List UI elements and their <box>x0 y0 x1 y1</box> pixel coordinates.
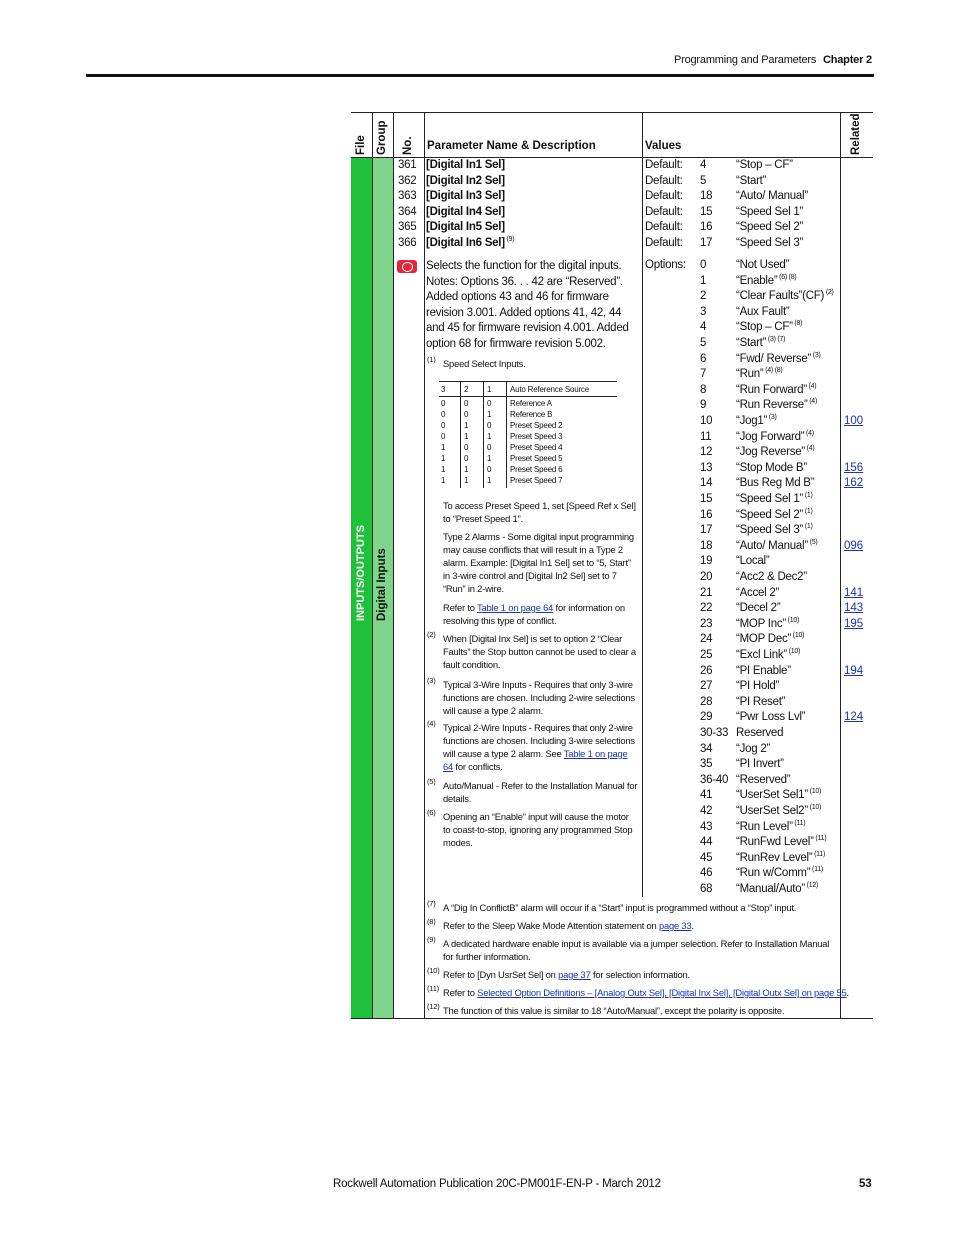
param-name-note: (9) <box>504 236 515 244</box>
option-text: “UserSet Sel2” $^{(10)}$ <box>736 804 822 817</box>
default-value-number: 18 <box>700 190 713 203</box>
option-number: 26 <box>700 664 713 677</box>
option-number: 45 <box>700 851 713 864</box>
default-value-number: 15 <box>700 205 713 218</box>
related-parameter-link[interactable]: 124 <box>844 711 864 724</box>
param-name: [Digital In6 Sel] $^{(9)}$ <box>426 236 515 249</box>
option-text: “Jog1” $^{(3)}$ <box>736 414 777 427</box>
option-number: 2 <box>700 290 707 303</box>
option-number: 13 <box>700 461 713 474</box>
option-text: “Pwr Loss Lvl” <box>736 711 806 724</box>
option-text: “Auto/ Manual” $^{(5)}$ <box>736 538 818 552</box>
stop-drive-icon <box>397 260 417 273</box>
option-text: “MOP Dec” $^{(10)}$ <box>736 632 805 646</box>
column-header-file: File <box>355 135 367 155</box>
option-text: “Bus Reg Md B” <box>736 477 815 490</box>
group-label: Digital Inputs <box>376 548 388 621</box>
option-note: (6) (8) <box>777 273 797 281</box>
related-parameter-link[interactable]: 100 <box>844 415 864 427</box>
option-number: 46 <box>700 867 713 880</box>
option-number: 29 <box>700 711 713 724</box>
grid-header-cell: 1 <box>487 385 492 394</box>
column-header-group: Group <box>376 120 388 155</box>
option-number: 6 <box>700 352 707 365</box>
option-text: “Jog 2” <box>736 742 771 755</box>
option-text: “RunFwd Level” $^{(11)}$ <box>736 835 827 849</box>
option-text: “Run Forward” $^{(4)}$ <box>736 382 817 396</box>
option-number: 17 <box>700 524 713 537</box>
option-number: 4 <box>700 321 707 334</box>
default-label: Default: <box>645 205 683 218</box>
option-note: (11) <box>792 819 806 827</box>
option-number: 5 <box>700 337 707 349</box>
note-1-mark: (1) <box>427 355 436 364</box>
default-label: Default: <box>645 190 683 203</box>
default-label: Default: <box>645 174 683 187</box>
related-parameter-link[interactable]: 195 <box>844 617 864 630</box>
default-label: Default: <box>645 237 683 249</box>
grid-cell: Preset Speed 5 <box>510 454 563 463</box>
column-header-name: Parameter Name & Description <box>427 140 596 152</box>
option-note: (4) (8) <box>763 367 783 375</box>
grid-cell: 0 <box>464 410 469 419</box>
option-number: 8 <box>700 383 707 396</box>
note-8-text: Refer to the Sleep Wake Mode Attention statement on page 33. <box>443 920 694 931</box>
option-text: “Run w/Comm” $^{(11)}$ <box>736 866 823 880</box>
option-note: (4) <box>807 398 818 406</box>
option-text: “Local” <box>736 555 770 568</box>
param-name: [Digital In4 Sel] <box>426 205 505 218</box>
option-number: 24 <box>700 633 713 646</box>
related-parameter-link[interactable]: 143 <box>844 602 864 615</box>
option-number: 1 <box>700 274 707 287</box>
column-header-values: Values <box>645 140 682 152</box>
note-10-text: Refer to [Dyn UsrSet Sel] on page 37 for selection information. <box>443 969 690 980</box>
note-7-text: A “Dig In ConflictB” alarm will occur if a “Start” input is programmed without a “Stop” input. <box>443 902 797 913</box>
option-text: “Run Reverse” $^{(4)}$ <box>736 398 818 412</box>
grid-cell: 0 <box>487 443 492 452</box>
option-number: 20 <box>700 571 713 583</box>
option-number: 28 <box>700 695 713 708</box>
grid-cell: 1 <box>487 454 492 463</box>
note-1-access: To access Preset Speed 1, set [Speed Ref x Sel] to “Preset Speed 1”. <box>443 500 636 524</box>
option-text: “Accel 2” <box>736 586 780 599</box>
default-value-text: “Speed Sel 3” <box>736 237 804 249</box>
note-11-mark: (11) <box>427 984 439 993</box>
option-text: “PI Enable” <box>736 664 791 677</box>
option-number: 25 <box>700 649 713 661</box>
default-value-number: 5 <box>700 174 707 187</box>
param-number: 362 <box>398 174 417 187</box>
related-parameter-link[interactable]: 096 <box>844 539 864 552</box>
grid-header-cell: 2 <box>464 385 469 394</box>
running-header-section: Programming and Parameters <box>674 54 817 66</box>
option-note: (3) <box>811 351 821 359</box>
default-value-text: “Stop – CF” <box>736 159 793 171</box>
header-rule <box>86 74 874 77</box>
option-number: 3 <box>700 305 707 318</box>
option-text: “Speed Sel 2” $^{(1)}$ <box>736 507 813 521</box>
option-number: 42 <box>700 805 713 817</box>
grid-cell: 1 <box>441 454 446 463</box>
option-number: 12 <box>700 446 713 459</box>
option-number: 9 <box>700 399 707 412</box>
note-3-text: Typical 3-Wire Inputs - Requires that only 3-wire functions are chosen. Including 2-wire selections will cause a type 2 alarm. <box>443 679 635 716</box>
option-text: “Enable” $^{(6) (8)}$ <box>736 273 797 287</box>
param-number: 363 <box>398 190 417 203</box>
page-number: 53 <box>859 1178 872 1190</box>
option-number: 30-33 <box>700 727 729 739</box>
option-text: “Aux Fault” <box>736 305 790 318</box>
note-1-refer: Refer to Table 1 on page 64 for information on resolving this type of conflict. <box>443 602 625 626</box>
option-number: 11 <box>700 430 712 443</box>
grid-header-cell: 3 <box>441 385 446 394</box>
option-note: (11) <box>813 835 827 843</box>
option-number: 10 <box>700 415 713 427</box>
column-header-no: No. <box>402 136 414 155</box>
option-number: 23 <box>700 617 713 630</box>
note-9-mark: (9) <box>427 935 436 944</box>
param-number: 366 <box>398 237 417 249</box>
note-1-title: Speed Select Inputs. <box>443 358 526 369</box>
option-number: 7 <box>700 368 707 381</box>
grid-cell: 1 <box>441 465 446 474</box>
grid-cell: 1 <box>441 443 446 452</box>
grid-cell: 1 <box>487 410 492 419</box>
option-note: (4) <box>804 445 815 453</box>
option-number: 41 <box>700 789 713 802</box>
param-number: 361 <box>398 159 417 171</box>
option-number: 68 <box>700 883 713 895</box>
grid-cell: 1 <box>464 465 469 474</box>
default-label: Default: <box>645 221 683 234</box>
option-text: “Start” $^{(3) (7)}$ <box>736 336 786 349</box>
option-text: “Stop Mode B” <box>736 461 807 474</box>
note-6-text: Opening an “Enable” input will cause the motor to coast-to-stop, ignoring any programmed Stop modes. <box>443 811 633 848</box>
option-note: (10) <box>785 616 800 624</box>
option-text: “PI Reset” <box>736 695 786 708</box>
option-note: (10) <box>786 648 801 656</box>
grid-cell: 1 <box>464 476 469 485</box>
grid-cell: 0 <box>441 432 446 441</box>
grid-cell: Reference B <box>510 410 553 419</box>
grid-cell: Reference A <box>510 399 552 408</box>
option-text: “Reserved” <box>736 773 791 786</box>
grid-cell: 0 <box>487 465 492 474</box>
option-number: 36-40 <box>700 773 729 786</box>
param-name: [Digital In1 Sel] <box>426 159 505 171</box>
option-text: “Run” $^{(4) (8)}$ <box>736 367 783 381</box>
grid-cell: 1 <box>487 432 492 441</box>
option-text: “Jog Reverse” $^{(4)}$ <box>736 445 815 459</box>
default-value-text: “Auto/ Manual” <box>736 190 808 203</box>
option-note: (4) <box>804 429 814 437</box>
option-note: (5) <box>807 538 818 546</box>
option-note: (10) <box>807 804 822 812</box>
grid-cell: Preset Speed 4 <box>510 443 563 452</box>
column-header-related: Related <box>850 113 862 155</box>
note-5-mark: (5) <box>427 777 436 786</box>
option-number: 16 <box>700 508 713 521</box>
note-12-mark: (12) <box>427 1002 440 1011</box>
option-note: (4) <box>806 382 817 390</box>
param-name: [Digital In5 Sel] <box>426 221 505 234</box>
option-note: (10) <box>807 788 822 796</box>
option-note: (12) <box>804 882 819 890</box>
note-12-text: The function of this value is similar to 18 “Auto/Manual”, except the polarity is opposite. <box>443 1005 785 1016</box>
grid-cell: 1 <box>487 476 492 485</box>
running-header-chapter: Chapter 2 <box>823 54 872 66</box>
option-note: (11) <box>810 866 823 874</box>
note-10-mark: (10) <box>427 966 440 975</box>
default-value-number: 4 <box>700 159 707 171</box>
grid-cell: 0 <box>487 399 492 408</box>
option-text: Reserved <box>736 727 784 739</box>
option-number: 34 <box>700 742 713 755</box>
option-number: 21 <box>700 586 713 599</box>
grid-cell: Preset Speed 3 <box>510 432 563 441</box>
option-text: “Run Level” $^{(11)}$ <box>736 819 806 833</box>
grid-cell: 0 <box>464 454 469 463</box>
option-text: “Jog Forward” $^{(4)}$ <box>736 429 814 443</box>
note-6-mark: (6) <box>427 808 436 817</box>
grid-cell: 1 <box>464 432 469 441</box>
note-9-text: A dedicated hardware enable input is available via a jumper selection. Refer to Installation Manual for further information. <box>443 938 830 962</box>
related-parameter-link[interactable]: 194 <box>844 664 864 677</box>
param-name: [Digital In3 Sel] <box>426 190 505 203</box>
default-label: Default: <box>645 159 683 171</box>
default-value-text: “Speed Sel 1” <box>736 205 804 218</box>
note-2-mark: (2) <box>427 630 436 639</box>
table-1-link[interactable]: Table 1 on page 64 <box>476 602 554 613</box>
param-name: [Digital In2 Sel] <box>426 174 505 187</box>
grid-cell: 0 <box>441 399 446 408</box>
note-2-text: When [Digital Inx Sel] is set to option 2 “Clear Faults” the Stop button cannot be used to clear a fault condition. <box>443 633 636 670</box>
grid-cell: 0 <box>487 421 492 430</box>
grid-cell: 0 <box>464 399 469 408</box>
option-number: 22 <box>700 602 713 615</box>
option-text: “Speed Sel 1” $^{(1)}$ <box>736 492 813 505</box>
option-note: (8) <box>792 320 803 328</box>
note-7-mark: (7) <box>427 899 436 908</box>
note-4-mark: (4) <box>427 719 436 728</box>
option-number: 18 <box>700 539 713 552</box>
page-33-link[interactable]: page 33 <box>658 920 692 931</box>
table-1-link-2[interactable]: Table 1 on page 64 <box>443 748 628 772</box>
default-value-number: 16 <box>700 221 713 234</box>
note-11-text: Refer to Selected Option Definitions – [Analog Outx Sel], [Digital Inx Sel], [Digital Outx Sel] on page 55. <box>443 987 849 998</box>
note-1-type2: Type 2 Alarms - Some digital input programming may cause conflicts that will result in a Type 2 alarm. Example: [Digital In1 Sel] set to “5, Start” in 3-wire control and [Digital In2 Sel] set to 7 “Run” in 2-wire. <box>443 531 634 594</box>
file-label: INPUTS/OUTPUTS <box>355 525 367 621</box>
option-number: 15 <box>700 493 713 505</box>
option-note: (3) <box>767 414 777 422</box>
option-number: 35 <box>700 758 713 771</box>
note-5-text: Auto/Manual - Refer to the Installation Manual for details. <box>443 780 638 804</box>
option-note: (1) <box>803 523 813 531</box>
option-number: 14 <box>700 477 713 490</box>
option-text: “Decel 2” <box>736 602 781 615</box>
options-label: Options: <box>645 259 686 271</box>
option-text: “Not Used” <box>736 259 790 271</box>
default-value-text: “Speed Sel 2” <box>736 221 804 234</box>
related-parameter-link[interactable]: 141 <box>844 586 864 599</box>
footer-publication: Rockwell Automation Publication 20C-PM001F-EN-P - March 2012 <box>333 1178 661 1190</box>
option-text: “PI Invert” <box>736 758 784 771</box>
grid-cell: Preset Speed 6 <box>510 465 563 474</box>
option-text: “Stop – CF” $^{(8)}$ <box>736 320 803 334</box>
option-text: “Fwd/ Reverse” $^{(3)}$ <box>736 351 821 365</box>
param-number: 364 <box>398 205 417 218</box>
note-8-mark: (8) <box>427 917 436 926</box>
grid-header-cell: Auto Reference Source <box>510 385 589 394</box>
option-text: “MOP Inc” $^{(10)}$ <box>736 616 800 630</box>
option-text: “Acc2 & Dec2” <box>736 571 807 583</box>
related-parameter-link[interactable]: 162 <box>844 477 864 490</box>
grid-cell: 0 <box>441 421 446 430</box>
option-number: 0 <box>700 259 707 271</box>
note-3-mark: (3) <box>427 676 436 685</box>
grid-cell: 1 <box>464 421 469 430</box>
option-number: 27 <box>700 680 713 693</box>
option-note: (3) (7) <box>766 336 786 344</box>
note-4-text: Typical 2-Wire Inputs - Requires that only 2-wire functions are chosen. Including 3-wire selections will cause a type 2 alarm. See Table 1 on page 64 for conflicts. <box>443 722 635 772</box>
param-number: 365 <box>398 221 417 234</box>
default-value-number: 17 <box>700 237 713 249</box>
option-note: (1) <box>803 507 813 515</box>
option-number: 44 <box>700 836 713 849</box>
grid-cell: Preset Speed 7 <box>510 476 563 485</box>
option-number: 43 <box>700 820 713 833</box>
option-note: (2) <box>824 289 834 297</box>
grid-cell: 0 <box>464 443 469 452</box>
grid-cell: 0 <box>441 410 446 419</box>
related-parameter-link[interactable]: 156 <box>844 461 864 474</box>
option-note: (11) <box>812 850 826 858</box>
option-note: (10) <box>791 632 805 640</box>
page-37-link[interactable]: page 37 <box>558 969 591 980</box>
option-note: (1) <box>803 492 813 500</box>
default-value-text: “Start” <box>736 174 767 187</box>
option-text: “Manual/Auto” $^{(12)}$ <box>736 882 819 895</box>
grid-cell: 1 <box>441 476 446 485</box>
option-text: “Clear Faults”(CF) $^{(2)}$ <box>736 289 834 303</box>
option-text: “UserSet Sel1” $^{(10)}$ <box>736 788 822 802</box>
option-text: “RunRev Level” $^{(11)}$ <box>736 850 826 864</box>
option-text: “Speed Sel 3” $^{(1)}$ <box>736 523 813 537</box>
grid-cell: Preset Speed 2 <box>510 421 563 430</box>
parameter-description: Selects the function for the digital inputs. Notes: Options 36. . . 42 are “Reserved”. Added options 43 and 46 for firmware revision 3.001. Added options 41, 42, 44 and 45 for firmware revision 4.001. Added option 68 for firmware revision 5.002. <box>426 260 629 350</box>
option-text: “Excl Link” $^{(10)}$ <box>736 648 801 661</box>
option-number: 19 <box>700 555 713 568</box>
option-text: “PI Hold” <box>736 680 780 693</box>
option-definitions-link[interactable]: Selected Option Definitions – [Analog Outx Sel], [Digital Inx Sel], [Digital Outx Sel] on page 55 <box>477 987 847 998</box>
